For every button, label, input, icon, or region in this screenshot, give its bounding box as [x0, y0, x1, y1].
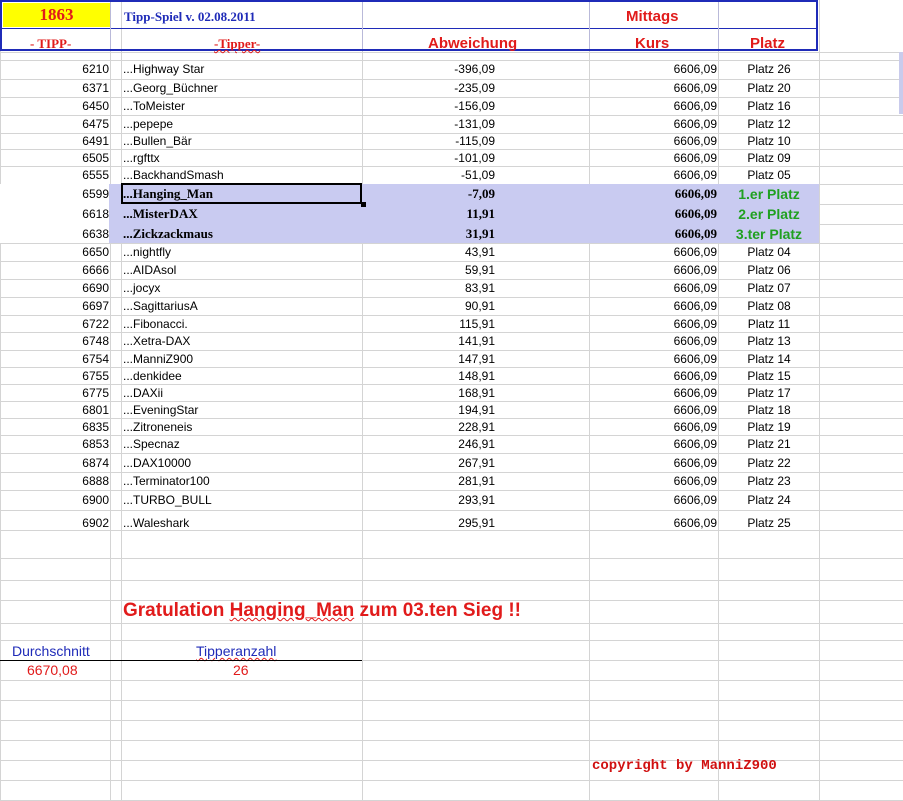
- grid-row-line: [0, 510, 903, 511]
- cell-tipp[interactable]: 6697: [82, 299, 109, 313]
- cell-platz[interactable]: Platz 11: [747, 316, 791, 331]
- tipperanzahl-value[interactable]: 26: [233, 662, 249, 678]
- cell-tipp[interactable]: 6754: [82, 351, 109, 366]
- cell-name[interactable]: ...SagittariusA: [123, 299, 198, 313]
- fill-handle[interactable]: [361, 202, 366, 207]
- cell-tipp[interactable]: 6638: [0, 224, 109, 243]
- podium-row: [0, 204, 819, 224]
- cell-abweichung[interactable]: 168,91: [458, 385, 495, 400]
- table-row: [0, 367, 819, 384]
- grid-row-line: [0, 558, 903, 559]
- cell-kurs[interactable]: 6606,09: [673, 281, 717, 295]
- cell-tipp[interactable]: 6690: [82, 281, 109, 295]
- cell-tipp[interactable]: 6900: [82, 493, 109, 507]
- cell-abweichung[interactable]: 11,91: [466, 206, 495, 221]
- cell-platz[interactable]: Platz 04: [747, 245, 791, 259]
- table-row: [0, 279, 819, 297]
- table-row: [0, 261, 819, 279]
- cell-tipp[interactable]: 6618: [0, 204, 109, 224]
- cell-kurs[interactable]: 6606,09: [673, 117, 717, 131]
- cell-tipp[interactable]: 6801: [82, 402, 109, 417]
- cell-kurs[interactable]: 6606,09: [673, 245, 717, 259]
- cell-name[interactable]: ...Xetra-DAX: [123, 334, 191, 348]
- cell-kurs[interactable]: 6606,09: [673, 402, 717, 417]
- cell-kurs[interactable]: 6606,09: [673, 168, 717, 182]
- mittags-label[interactable]: Mittags: [626, 8, 679, 25]
- cell-abweichung[interactable]: 246,91: [458, 437, 495, 451]
- cell-name[interactable]: ...DAXii: [123, 385, 164, 400]
- table-row: [0, 133, 819, 149]
- cell-abweichung[interactable]: 267,91: [458, 455, 495, 470]
- table-row: [0, 149, 819, 166]
- cell-kurs[interactable]: 6606,09: [673, 437, 717, 451]
- cell-abweichung[interactable]: -51,09: [460, 168, 495, 182]
- cell-name[interactable]: ...BackhandSmash: [123, 168, 224, 182]
- cell-kurs[interactable]: 6606,09: [673, 316, 717, 331]
- congrats-winner: Hanging_Man: [229, 600, 355, 621]
- cell-abweichung[interactable]: 194,91: [458, 402, 495, 417]
- cell-kurs[interactable]: 6606,09: [673, 80, 717, 95]
- cell-kurs[interactable]: 6606,09: [673, 299, 717, 313]
- cell-tipp[interactable]: 6666: [82, 263, 109, 277]
- header-col-divider: [718, 2, 719, 49]
- cell-abweichung[interactable]: 115,91: [459, 316, 495, 331]
- congratulation-text[interactable]: [123, 600, 521, 622]
- cell-kurs[interactable]: 6606,09: [673, 474, 717, 488]
- scroll-indicator[interactable]: [899, 52, 903, 114]
- cell-abweichung[interactable]: 141,91: [458, 334, 495, 348]
- table-row: [0, 78, 819, 97]
- cell-name[interactable]: ...ManniZ900: [123, 351, 194, 366]
- table-row: [0, 472, 819, 490]
- cell-platz[interactable]: Platz 16: [747, 99, 791, 113]
- cell-name[interactable]: ...pepepe: [123, 117, 174, 131]
- cell-kurs[interactable]: 6606,09: [673, 150, 717, 165]
- table-row: [0, 97, 819, 115]
- cell-abweichung[interactable]: 147,91: [458, 351, 495, 366]
- cell-kurs[interactable]: 6606,09: [674, 225, 717, 241]
- grid-row-line: [0, 640, 903, 641]
- cell-platz[interactable]: Platz 14: [747, 351, 791, 366]
- cell-platz[interactable]: Platz 26: [747, 62, 791, 76]
- cell-abweichung[interactable]: -131,09: [454, 117, 495, 131]
- cell-tipp[interactable]: 6491: [82, 134, 109, 148]
- cell-platz[interactable]: Platz 08: [747, 299, 791, 313]
- cell-platz[interactable]: Platz 09: [747, 150, 791, 165]
- durchschnitt-value[interactable]: 6670,08: [27, 662, 78, 678]
- table-row: [0, 512, 819, 534]
- cell-name[interactable]: ...rgfttx: [123, 150, 160, 165]
- column-header-kurs[interactable]: Kurs: [635, 35, 670, 52]
- header-divider: [2, 28, 816, 29]
- cell-tipp[interactable]: 6450: [82, 99, 109, 113]
- cell-kurs[interactable]: 6606,09: [673, 263, 717, 277]
- column-header-platz[interactable]: Platz: [750, 35, 786, 52]
- cell-name[interactable]: ...TURBO_BULL: [123, 493, 212, 507]
- table-row: [0, 60, 819, 78]
- table-row: [0, 490, 819, 510]
- cell-kurs[interactable]: 6606,09: [673, 334, 717, 348]
- cell-name[interactable]: ...denkidee: [123, 368, 182, 383]
- cell-kurs[interactable]: 6606,09: [673, 455, 717, 470]
- header-col-divider: [110, 2, 111, 49]
- table-row: [0, 115, 819, 133]
- cell-name[interactable]: ...EveningStar: [123, 402, 199, 417]
- cell-kurs[interactable]: 6606,09: [673, 351, 717, 366]
- header-box: [0, 0, 818, 51]
- cell-platz[interactable]: Platz 20: [747, 80, 791, 95]
- cell-tipp[interactable]: 6650: [82, 245, 109, 259]
- congrats-suffix: zum 03.ten Sieg !!: [354, 600, 521, 621]
- cell-platz[interactable]: Platz 13: [747, 334, 791, 348]
- grid-row-line: [0, 720, 903, 721]
- cell-abweichung[interactable]: 31,91: [465, 225, 495, 241]
- game-code-cell[interactable]: 1863: [3, 3, 110, 27]
- cell-platz[interactable]: Platz 23: [747, 474, 791, 488]
- grid-row-line: [0, 780, 903, 781]
- cell-platz[interactable]: 1.er Platz: [738, 186, 800, 202]
- cell-tipp[interactable]: 6755: [82, 368, 109, 383]
- cell-tipp[interactable]: 6835: [82, 419, 109, 434]
- cell-name[interactable]: ...Highway Star: [123, 62, 205, 76]
- cell-abweichung[interactable]: -101,09: [454, 150, 495, 165]
- table-row: [0, 350, 819, 367]
- cell-name[interactable]: ...Georg_Büchner: [123, 80, 218, 95]
- cell-tipp[interactable]: 6210: [82, 62, 109, 76]
- cell-tipp[interactable]: 6505: [82, 150, 109, 165]
- header-col-divider: [362, 2, 363, 49]
- grid-row-line: [0, 680, 903, 681]
- cell-platz[interactable]: Platz 24: [747, 493, 791, 507]
- tipperanzahl-label[interactable]: Tipperanzahl: [196, 643, 277, 659]
- stats-divider: [0, 660, 362, 661]
- cell-abweichung[interactable]: -115,09: [455, 134, 495, 148]
- table-row: [0, 297, 819, 315]
- cell-name[interactable]: ...AIDAsol: [123, 263, 177, 277]
- cell-platz[interactable]: Platz 25: [747, 516, 791, 530]
- grid-row-line: [0, 580, 903, 581]
- cell-kurs[interactable]: 6606,09: [674, 206, 717, 221]
- table-row: [0, 384, 819, 401]
- cell-name[interactable]: ...Waleshark: [123, 516, 190, 530]
- cell-kurs[interactable]: 6606,09: [673, 134, 717, 148]
- cell-tipp[interactable]: 6888: [82, 474, 109, 488]
- cell-platz[interactable]: 3.ter Platz: [735, 225, 803, 242]
- column-header-tipp[interactable]: - TIPP-: [30, 36, 72, 51]
- table-row: [0, 418, 819, 435]
- table-row: [0, 166, 819, 184]
- table-row: [0, 435, 819, 453]
- cell-abweichung[interactable]: 83,91: [464, 281, 495, 295]
- podium-row: [0, 224, 819, 243]
- cell-name[interactable]: ...Hanging_Man: [123, 186, 213, 201]
- cell-platz[interactable]: 2.er Platz: [738, 206, 800, 222]
- cell-kurs[interactable]: 6606,09: [673, 62, 717, 76]
- cell-abweichung[interactable]: -396,09: [454, 62, 495, 76]
- cell-name[interactable]: ...Zitroneneis: [123, 419, 193, 434]
- cell-name[interactable]: ...Zickzackmaus: [123, 225, 213, 241]
- selected-cell-outline: [121, 183, 362, 204]
- column-header-abweichung[interactable]: Abweichung: [428, 35, 518, 52]
- congrats-prefix: Gratulation: [123, 600, 230, 621]
- cell-platz[interactable]: Platz 15: [747, 368, 791, 383]
- cell-abweichung[interactable]: 59,91: [464, 263, 495, 277]
- cell-tipp[interactable]: 6722: [82, 316, 109, 331]
- sheet-title[interactable]: Tipp-Spiel v. 02.08.2011: [124, 9, 256, 24]
- cell-tipp[interactable]: 6475: [82, 117, 109, 131]
- cell-platz[interactable]: Platz 10: [747, 134, 791, 148]
- cell-name[interactable]: ...nightfly: [123, 245, 172, 259]
- cell-platz[interactable]: Platz 05: [747, 168, 791, 182]
- cell-abweichung[interactable]: -235,09: [454, 80, 495, 95]
- cell-kurs[interactable]: 6606,09: [673, 419, 717, 434]
- cell-platz[interactable]: Platz 06: [747, 263, 791, 277]
- cell-tipp[interactable]: 6555: [82, 168, 109, 182]
- cell-name[interactable]: ...DAX10000: [123, 455, 192, 470]
- cell-abweichung[interactable]: 228,91: [458, 419, 495, 434]
- grid-row-line: [0, 623, 903, 624]
- cell-platz[interactable]: Platz 22: [747, 455, 791, 470]
- cell-abweichung[interactable]: -7,09: [467, 186, 495, 201]
- cell-name[interactable]: ...Terminator100: [123, 474, 210, 488]
- grid-col-line: [819, 0, 820, 801]
- cell-abweichung[interactable]: -156,09: [454, 99, 495, 113]
- cell-kurs[interactable]: 6606,09: [673, 493, 717, 507]
- cell-name[interactable]: ...Specnaz: [123, 437, 180, 451]
- cell-name[interactable]: ...jocyx: [123, 281, 161, 295]
- header-col-divider: [589, 2, 590, 49]
- cell-kurs[interactable]: 6606,09: [673, 368, 717, 383]
- cell-kurs[interactable]: 6606,09: [674, 186, 717, 201]
- cell-tipp[interactable]: 6902: [82, 516, 109, 530]
- cell-platz[interactable]: Platz 17: [747, 385, 791, 400]
- column-header-tipper[interactable]: -Tipper-: [214, 36, 261, 51]
- grid-row-line: [0, 740, 903, 741]
- table-row: [0, 453, 819, 472]
- cell-platz[interactable]: Platz 12: [747, 117, 791, 131]
- cell-tipp[interactable]: 6874: [82, 455, 109, 470]
- cell-name[interactable]: ...MisterDAX: [123, 206, 198, 221]
- cell-kurs[interactable]: 6606,09: [673, 99, 717, 113]
- cell-tipp[interactable]: 6599: [0, 184, 109, 204]
- copyright-text[interactable]: copyright by ManniZ900: [592, 758, 777, 774]
- cell-tipp[interactable]: 6853: [82, 437, 109, 451]
- table-row: [0, 332, 819, 350]
- cell-kurs[interactable]: 6606,09: [673, 516, 717, 530]
- cell-abweichung[interactable]: 295,91: [458, 516, 495, 530]
- durchschnitt-label[interactable]: Durchschnitt: [12, 643, 90, 659]
- table-row: [0, 243, 819, 261]
- cell-platz[interactable]: Platz 19: [747, 419, 791, 434]
- cell-abweichung[interactable]: 281,91: [458, 474, 495, 488]
- cell-tipp[interactable]: 6748: [82, 334, 109, 348]
- cell-name[interactable]: ...Bullen_Bär: [123, 134, 192, 148]
- cell-platz[interactable]: Platz 07: [747, 281, 791, 295]
- cell-name[interactable]: ...ToMeister: [123, 99, 186, 113]
- cell-name[interactable]: ...Fibonacci.: [123, 316, 188, 331]
- cell-abweichung[interactable]: 148,91: [458, 368, 495, 383]
- cell-abweichung[interactable]: 293,91: [458, 493, 495, 507]
- grid-row-line: [0, 52, 903, 53]
- cell-abweichung[interactable]: 90,91: [464, 299, 495, 313]
- table-row: [0, 315, 819, 332]
- cell-kurs[interactable]: 6606,09: [673, 385, 717, 400]
- cell-tipp[interactable]: 6775: [82, 385, 109, 400]
- grid-row-line: [0, 700, 903, 701]
- cell-tipp[interactable]: 6371: [82, 80, 109, 95]
- cell-platz[interactable]: Platz 21: [747, 437, 791, 451]
- table-row: [0, 401, 819, 418]
- cell-platz[interactable]: Platz 18: [747, 402, 791, 417]
- cell-abweichung[interactable]: 43,91: [464, 245, 495, 259]
